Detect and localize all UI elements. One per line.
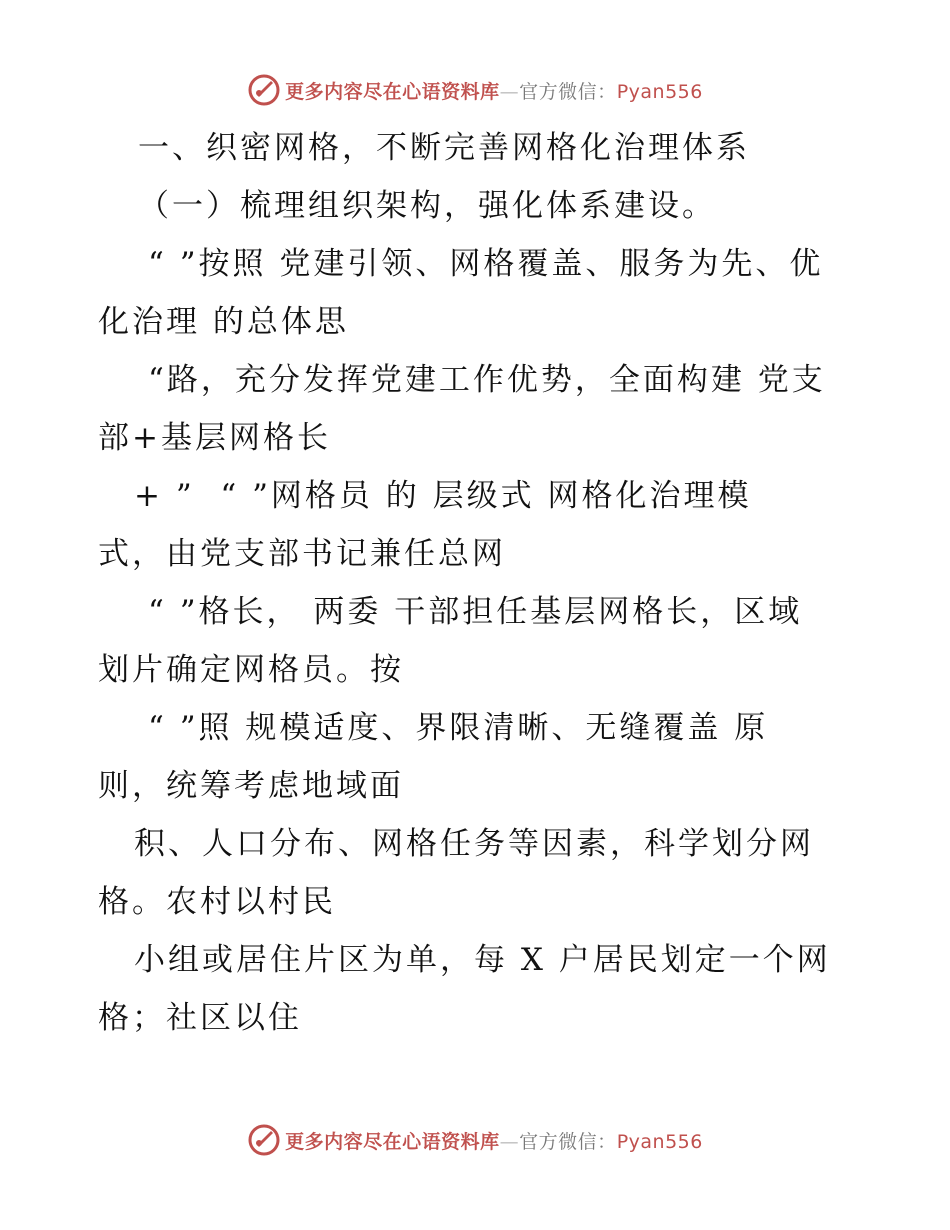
paragraph-line: 化治理 的总体思: [98, 304, 349, 340]
paragraph-line: 式，由党支部书记兼任总网: [98, 536, 506, 572]
banner-text: [285, 77, 703, 104]
paragraph-line: 部+基层网格长: [98, 420, 331, 456]
section-heading: 一、织密网格，不断完善网格化治理体系: [138, 130, 750, 166]
subsection-heading: （一）梳理组织架构，强化体系建设。: [138, 188, 716, 224]
banner-brand: 更多内容尽在心语资料库: [285, 80, 500, 103]
banner-wechat-label: 官方微信：: [519, 1130, 617, 1153]
paragraph-line: 则，统筹考虑地域面: [98, 768, 404, 804]
paragraph-line: “ ”格长， 两委 干部担任基层网格长，区域: [148, 594, 803, 630]
paragraph-line: “路，充分发挥党建工作优势，全面构建 党支: [148, 362, 826, 398]
paragraph-line: “ ”按照 党建引领、网格覆盖、服务为先、优: [148, 246, 824, 282]
paragraph-line: 格。农村以村民: [98, 884, 336, 920]
banner-brand: 更多内容尽在心语资料库: [285, 1130, 500, 1153]
paragraph-line: 积、人口分布、网格任务等因素，科学划分网: [134, 826, 814, 862]
header-banner: [0, 70, 950, 110]
banner-wechat-id: Pyan556: [616, 80, 703, 103]
logo-icon: [247, 1123, 281, 1157]
logo-icon: [247, 73, 281, 107]
banner-wechat-id: Pyan556: [616, 1130, 703, 1153]
paragraph-line: + ” “ ”网格员 的 层级式 网格化治理模: [134, 478, 752, 514]
banner-text: [285, 1127, 703, 1154]
banner-wechat-label: 官方微信：: [519, 80, 617, 103]
banner-separator: —: [499, 1130, 520, 1153]
banner-separator: —: [499, 80, 520, 103]
paragraph-line: 小组或居住片区为单，每 X 户居民划定一个网: [134, 942, 831, 978]
paragraph-line: 格；社区以住: [98, 1000, 302, 1036]
paragraph-line: 划片确定网格员。按: [98, 652, 404, 688]
footer-banner: [0, 1120, 950, 1160]
paragraph-line: “ ”照 规模适度、界限清晰、无缝覆盖 原: [148, 710, 769, 746]
